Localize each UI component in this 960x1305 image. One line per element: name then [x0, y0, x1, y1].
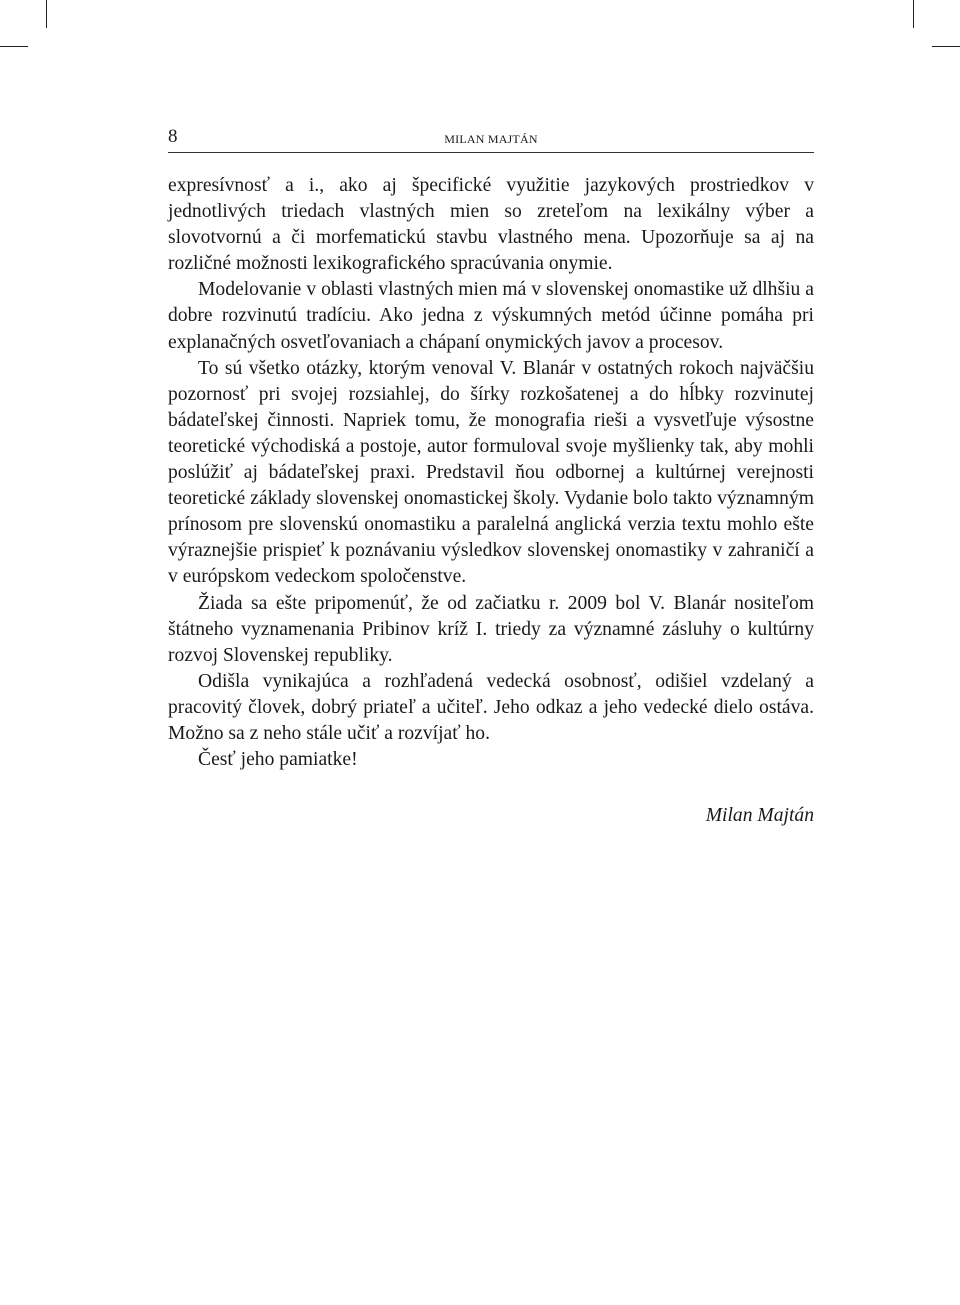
- book-page: [168, 122, 814, 829]
- author-signature: Milan Majtán: [705, 805, 814, 827]
- body-text: [168, 173, 814, 773]
- paragraph-4: Žiada sa ešte pripomenúť, že od začiatku r. 2009 bol V. Blanár nositeľom štátneho vyznamenania Pribinov kríž I. triedy za významné zásluhy o kultúrny rozvoj Slovenskej republiky.: [168, 592, 814, 666]
- paragraph-2: Modelovanie v oblasti vlastných mien má v slovenskej onomastike už dlhšiu a dobre rozvinutú tradíciu. Ako jedna z výskumných metód účinne pomáha pri explanačných osvetľovaniach a chápaní onymických javov a procesov.: [168, 279, 814, 353]
- page-number: 8: [168, 126, 178, 147]
- paragraph-6: Česť jeho pamiatke!: [198, 749, 358, 771]
- paragraph-3: To sú všetko otázky, ktorým venoval V. Blanár v ostatných rokoch najväčšiu pozornosť pri svojej rozsiahlej, do šírky rozkošatenej a do hĺbky rozvinutej bádateľskej činnosti. Napriek tomu, že monografia rieši a vysvetľuje výsostne teoretické východiská a postoje, autor formuloval svoje myšlienky tak, aby mohli poslúžiť aj bádateľskej praxi. Predstavil ňou odbornej a kultúrnej verejnosti teoretické základy slovenskej onomastickej školy. Vydanie bolo takto významným prínosom pre slovenskú onomastiku a paralelná anglická verzia textu mohlo ešte výraznejšie prispieť k poznávaniu výsledkov slovenskej onomastiky v zahraničí a v európskom vedeckom spoločenstve.: [168, 357, 814, 588]
- paragraph-5: Odišla vynikajúca a rozhľadená vedecká osobnosť, odišiel vzdelaný a pracovitý človek, dobrý priateľ a učiteľ. Jeho odkaz a jeho vedecké dielo ostáva. Možno sa z neho stále učiť a rozvíjať ho.: [168, 670, 814, 744]
- paragraph-1: expresívnosť a i., ako aj špecifické využitie jazykových prostriedkov v jednotlivých triedach vlastných mien so zreteľom na lexikálny výber a slovotvornú a či morfematickú stavbu vlastného mena. Upozorňuje sa aj na rozličné možnosti lexikografického spracúvania onymie.: [168, 175, 814, 275]
- running-head: MILAN MAJTÁN: [444, 132, 538, 146]
- crop-mark-right-top: [932, 46, 960, 47]
- crop-mark-top-left: [46, 0, 47, 28]
- page-header: [168, 122, 814, 153]
- crop-mark-top-right: [913, 0, 914, 28]
- crop-mark-left-top: [0, 46, 28, 47]
